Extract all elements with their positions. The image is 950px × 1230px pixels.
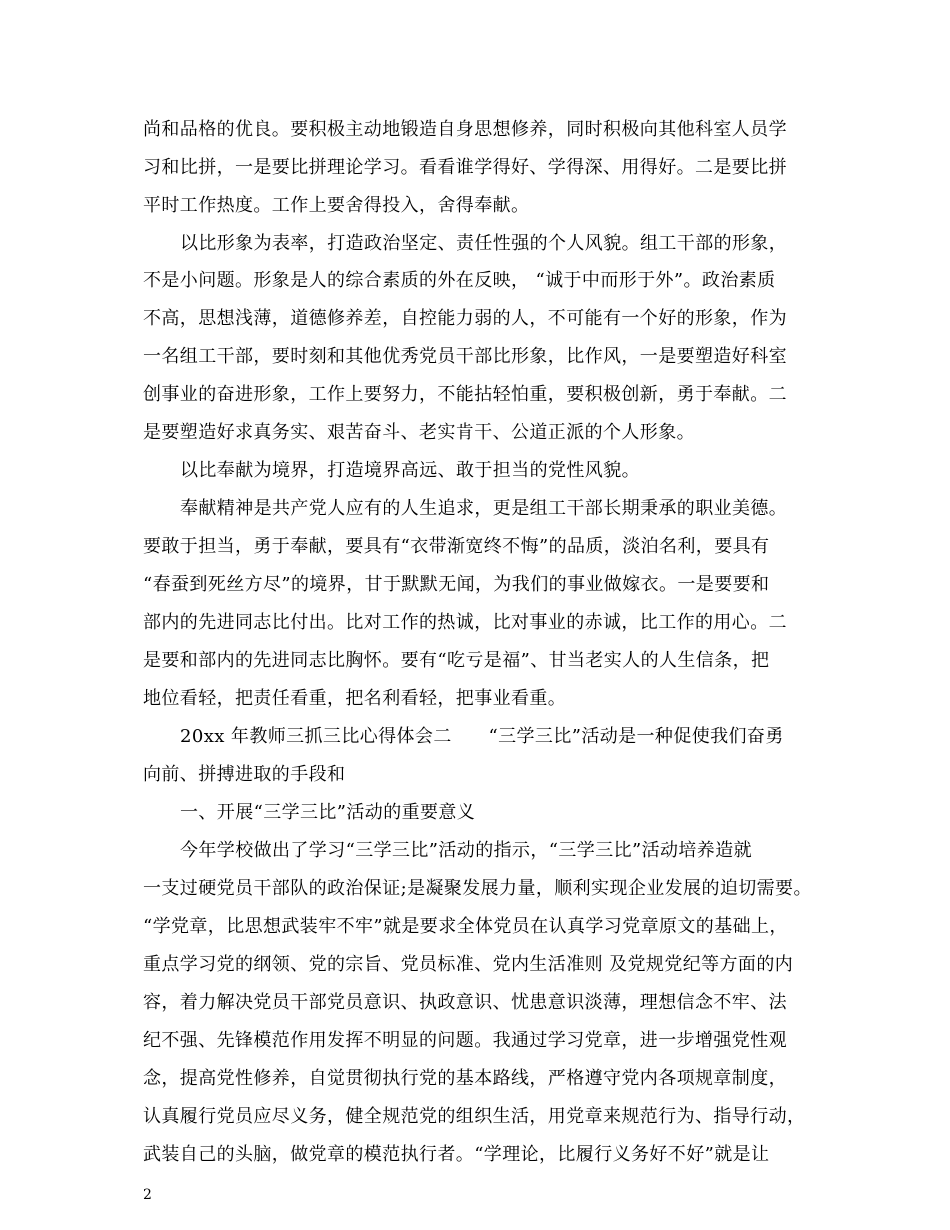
text-line: 以比奉献为境界，打造境界高远、敢于担当的党性风貌。 xyxy=(180,460,640,481)
text-line: 习和比拼，一是要比拼理论学习。看看谁学得好、学得深、用得好。二是要比拼 xyxy=(143,157,787,178)
text-line: 地位看轻，把责任看重，把名利看轻，把事业看重。 xyxy=(143,688,567,709)
text-line: 念，提高党性修养，自觉贯彻执行党的基本路线，严格遵守党内各项规章制度， xyxy=(143,1068,787,1089)
text-line: 向前、拼搏进取的手段和 xyxy=(143,764,346,785)
text-line: 不是小问题。形象是人的综合素质的外在反映， “诚于中而形于外”。政治素质 xyxy=(143,270,776,291)
text-line: 一支过硬党员干部队的政治保证;是凝聚发展力量，顺利实现企业发展的迫切需要。 xyxy=(143,878,812,899)
page-number: 2 xyxy=(143,1187,152,1203)
text-line: 奉献精神是共产党人应有的人生追求，更是组工干部长期秉承的职业美德。 xyxy=(180,498,788,519)
section-heading: 一、开展“三学三比”活动的重要意义 xyxy=(180,802,476,823)
text-line: 不高，思想浅薄，道德修养差，自控能力弱的人，不可能有一个好的形象，作为 xyxy=(143,308,787,329)
text-line: 是要塑造好求真务实、艰苦奋斗、老实肯干、公道正派的个人形象。 xyxy=(143,422,695,443)
text-line: 认真履行党员应尽义务，健全规范党的组织生活，用党章来规范行为、指导行动， xyxy=(143,1106,806,1127)
text-line: 要敢于担当，勇于奉献，要具有“衣带渐宽终不悔”的品质，淡泊名利，要具有 xyxy=(143,536,770,557)
text-line: 平时工作热度。工作上要舍得投入，舍得奉献。 xyxy=(143,195,530,216)
text-line: 是要和部内的先进同志比胸怀。要有“吃亏是福”、甘当老实人的人生信条，把 xyxy=(143,650,770,671)
text-line: 以比形象为表率，打造政治坚定、责任性强的个人风貌。组工干部的形象， xyxy=(180,233,788,254)
text-line: 今年学校做出了学习“三学三比”活动的指示，“三学三比”活动培养造就 xyxy=(180,840,753,861)
text-line: 部内的先进同志比付出。比对工作的热诚，比对事业的赤诚，比工作的用心。二 xyxy=(143,612,787,633)
text-line: 武装自己的头脑，做党章的模范执行者。“学理论，比履行义务好不好”就是让 xyxy=(143,1144,770,1165)
text-line: “春蚕到死丝方尽”的境界，甘于默默无闻，为我们的事业做嫁衣。一是要要和 xyxy=(143,574,770,595)
text-line: 容，着力解决党员干部党员意识、执政意识、忧患意识淡薄，理想信念不牢、法 xyxy=(143,992,787,1013)
text-line: 纪不强、先锋模范作用发挥不明显的问题。我通过学习党章，进一步增强党性观 xyxy=(143,1030,787,1051)
text-line: “学党章，比思想武装牢不牢”就是要求全体党员在认真学习党章原文的基础上， xyxy=(143,916,788,937)
text-line: 20xx 年教师三抓三比心得体会二 “三学三比”活动是一种促使我们奋勇 xyxy=(180,726,784,747)
text-line: 重点学习党的纲领、党的宗旨、党员标准、党内生活准则 及党规党纪等方面的内 xyxy=(143,954,794,975)
text-line: 创事业的奋进形象，工作上要努力，不能拈轻怕重，要积极创新，勇于奉献。二 xyxy=(143,384,787,405)
text-line: 尚和品格的优良。要积极主动地锻造自身思想修养，同时积极向其他科室人员学 xyxy=(143,119,787,140)
text-line: 一名组工干部，要时刻和其他优秀党员干部比形象，比作风，一是要塑造好科室 xyxy=(143,346,787,367)
